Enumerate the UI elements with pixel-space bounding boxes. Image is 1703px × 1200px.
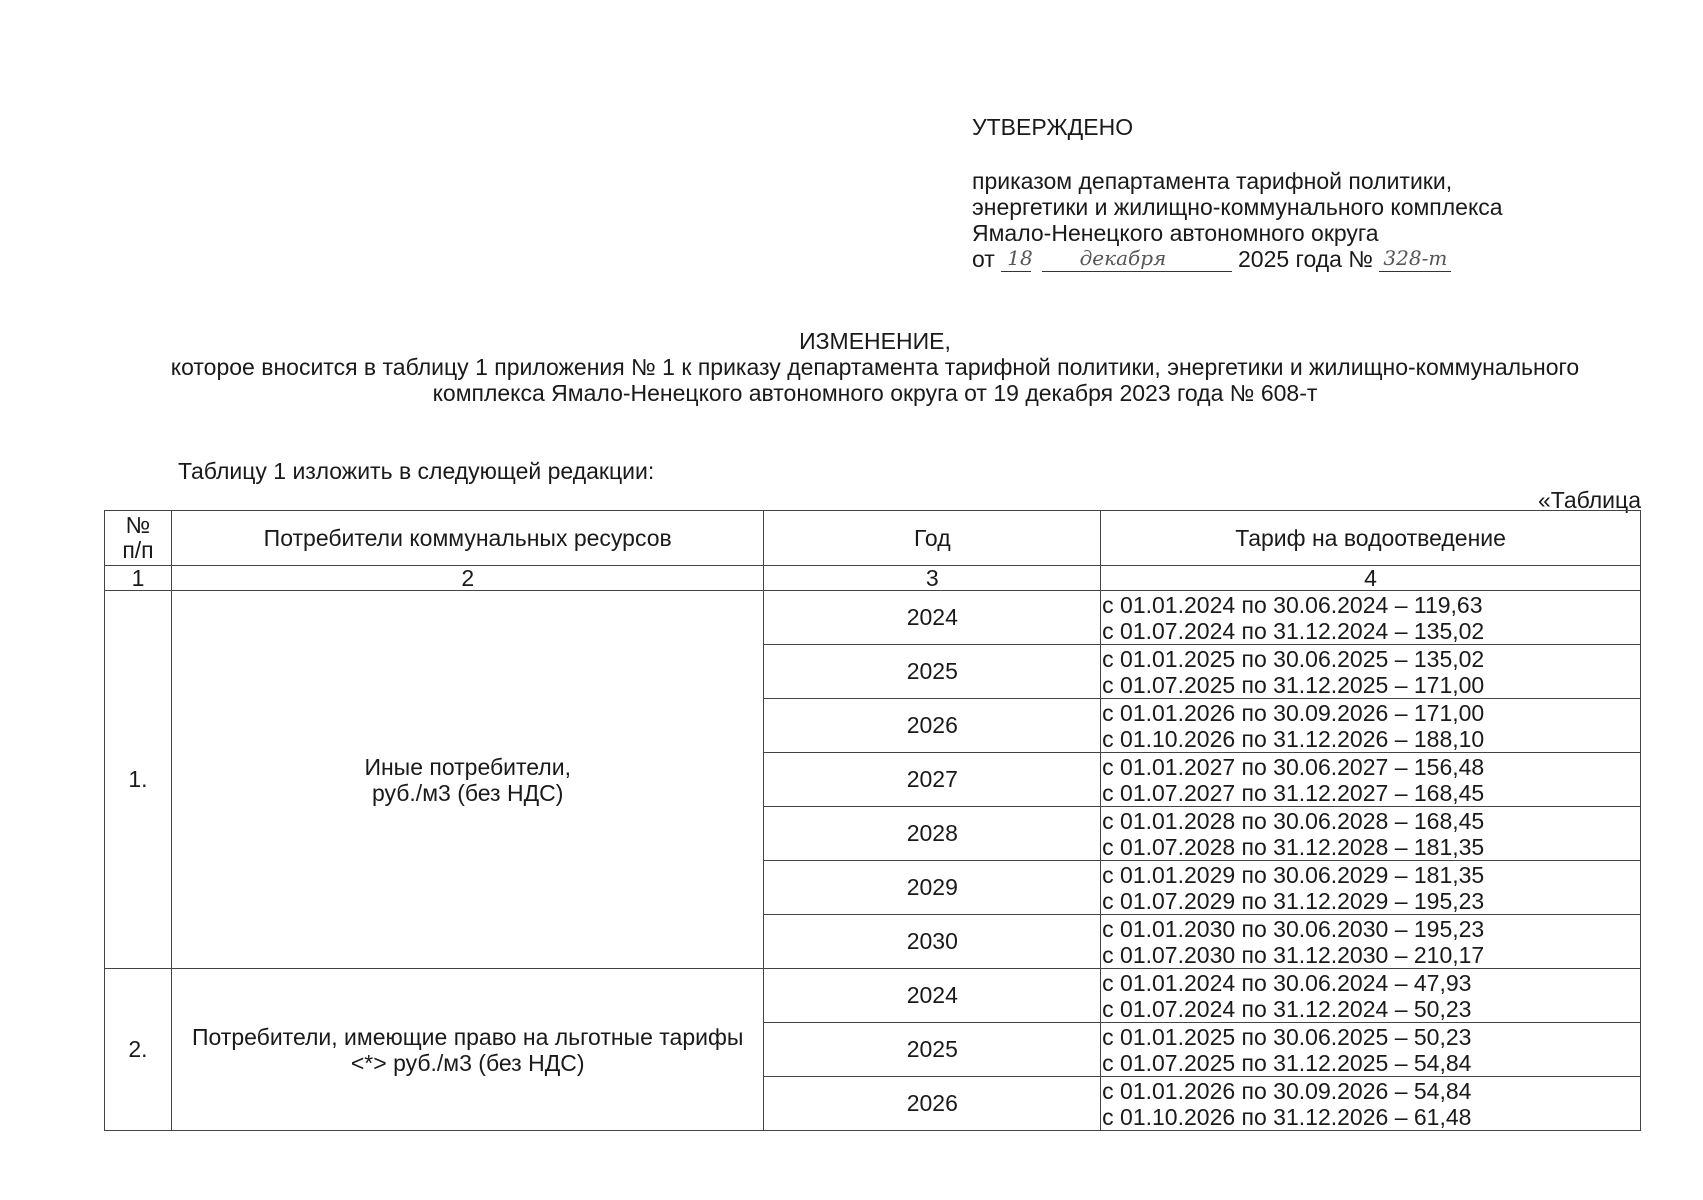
day-handwritten: 18 bbox=[1007, 246, 1033, 270]
tariff-cell: с 01.01.2028 по 30.06.2028 – 168,45 с 01.07.2028 по 31.12.2028 – 181,35 bbox=[1101, 807, 1641, 861]
tariff-cell: с 01.01.2026 по 30.09.2026 – 171,00 с 01.10.2026 по 31.12.2026 – 188,10 bbox=[1101, 699, 1641, 753]
day-field bbox=[1001, 246, 1033, 272]
approval-line-2: энергетики и жилищно-коммунального комплекса bbox=[972, 194, 1503, 220]
tariff-cell: с 01.01.2027 по 30.06.2027 – 156,48 с 01.07.2027 по 31.12.2027 – 168,45 bbox=[1101, 753, 1641, 807]
month-field bbox=[1042, 246, 1232, 272]
tariff-cell: с 01.01.2030 по 30.06.2030 – 195,23 с 01.07.2030 по 31.12.2030 – 210,17 bbox=[1101, 915, 1641, 969]
year-cell: 2028 bbox=[764, 807, 1101, 861]
consumer-cell: Потребители, имеющие право на льготные тарифы <*> руб./м3 (без НДС) bbox=[171, 969, 764, 1131]
row-number: 1. bbox=[105, 591, 172, 969]
year-cell: 2026 bbox=[764, 1077, 1101, 1131]
header-consumers: Потребители коммунальных ресурсов bbox=[171, 511, 764, 566]
date-prefix: от bbox=[972, 246, 995, 272]
year-cell: 2024 bbox=[764, 591, 1101, 645]
year-cell: 2029 bbox=[764, 861, 1101, 915]
number-handwritten: 328-т bbox=[1383, 246, 1448, 270]
consumer-cell: Иные потребители, руб./м3 (без НДС) bbox=[171, 591, 764, 969]
tariff-cell: с 01.01.2024 по 30.06.2024 – 47,93 с 01.07.2024 по 31.12.2024 – 50,23 bbox=[1101, 969, 1641, 1023]
tariff-cell: с 01.01.2029 по 30.06.2029 – 181,35 с 01.07.2029 по 31.12.2029 – 195,23 bbox=[1101, 861, 1641, 915]
tariff-cell: с 01.01.2025 по 30.06.2025 – 50,23 с 01.07.2025 по 31.12.2025 – 54,84 bbox=[1101, 1023, 1641, 1077]
table-row bbox=[105, 969, 1641, 1023]
month-handwritten: декабря bbox=[1079, 246, 1167, 270]
table-caption: «Таблица bbox=[1538, 487, 1641, 513]
approval-line-1: приказом департамента тарифной политики, bbox=[972, 168, 1453, 194]
approval-title: УТВЕРЖДЕНО bbox=[972, 114, 1134, 140]
tariff-table bbox=[104, 510, 1641, 1131]
intro-text: Таблицу 1 изложить в следующей редакции: bbox=[178, 458, 655, 484]
table-row bbox=[105, 591, 1641, 645]
col-number: 4 bbox=[1101, 566, 1641, 591]
document-heading bbox=[100, 328, 1650, 406]
table-header-row bbox=[105, 511, 1641, 566]
row-number: 2. bbox=[105, 969, 172, 1131]
approval-date-line bbox=[972, 246, 1612, 272]
year-cell: 2025 bbox=[764, 1023, 1101, 1077]
heading-line-1: которое вносится в таблицу 1 приложения № 1 к приказу департамента тарифной политики, энергетики и жилищно-коммунального bbox=[170, 354, 1580, 380]
heading-line-2: комплекса Ямало-Ненецкого автономного округа от 19 декабря 2023 года № 608-т bbox=[432, 380, 1318, 406]
approval-block bbox=[972, 114, 1612, 272]
number-field bbox=[1379, 246, 1451, 272]
col-number: 2 bbox=[171, 566, 764, 591]
header-tariff: Тариф на водоотведение bbox=[1101, 511, 1641, 566]
tariff-cell: с 01.01.2026 по 30.09.2026 – 54,84 с 01.10.2026 по 31.12.2026 – 61,48 bbox=[1101, 1077, 1641, 1131]
year-cell: 2026 bbox=[764, 699, 1101, 753]
approval-line-3: Ямало-Ненецкого автономного округа bbox=[972, 220, 1379, 246]
column-numbers-row bbox=[105, 566, 1641, 591]
header-no: № п/п bbox=[105, 511, 172, 566]
year-cell: 2024 bbox=[764, 969, 1101, 1023]
header-year: Год bbox=[764, 511, 1101, 566]
tariff-cell: с 01.01.2025 по 30.06.2025 – 135,02 с 01.07.2025 по 31.12.2025 – 171,00 bbox=[1101, 645, 1641, 699]
year-text: 2025 года № bbox=[1238, 246, 1374, 272]
tariff-cell: с 01.01.2024 по 30.06.2024 – 119,63 с 01.07.2024 по 31.12.2024 – 135,02 bbox=[1101, 591, 1641, 645]
year-cell: 2030 bbox=[764, 915, 1101, 969]
heading-title: ИЗМЕНЕНИЕ, bbox=[799, 328, 951, 354]
col-number: 3 bbox=[764, 566, 1101, 591]
col-number: 1 bbox=[105, 566, 172, 591]
year-cell: 2025 bbox=[764, 645, 1101, 699]
year-cell: 2027 bbox=[764, 753, 1101, 807]
